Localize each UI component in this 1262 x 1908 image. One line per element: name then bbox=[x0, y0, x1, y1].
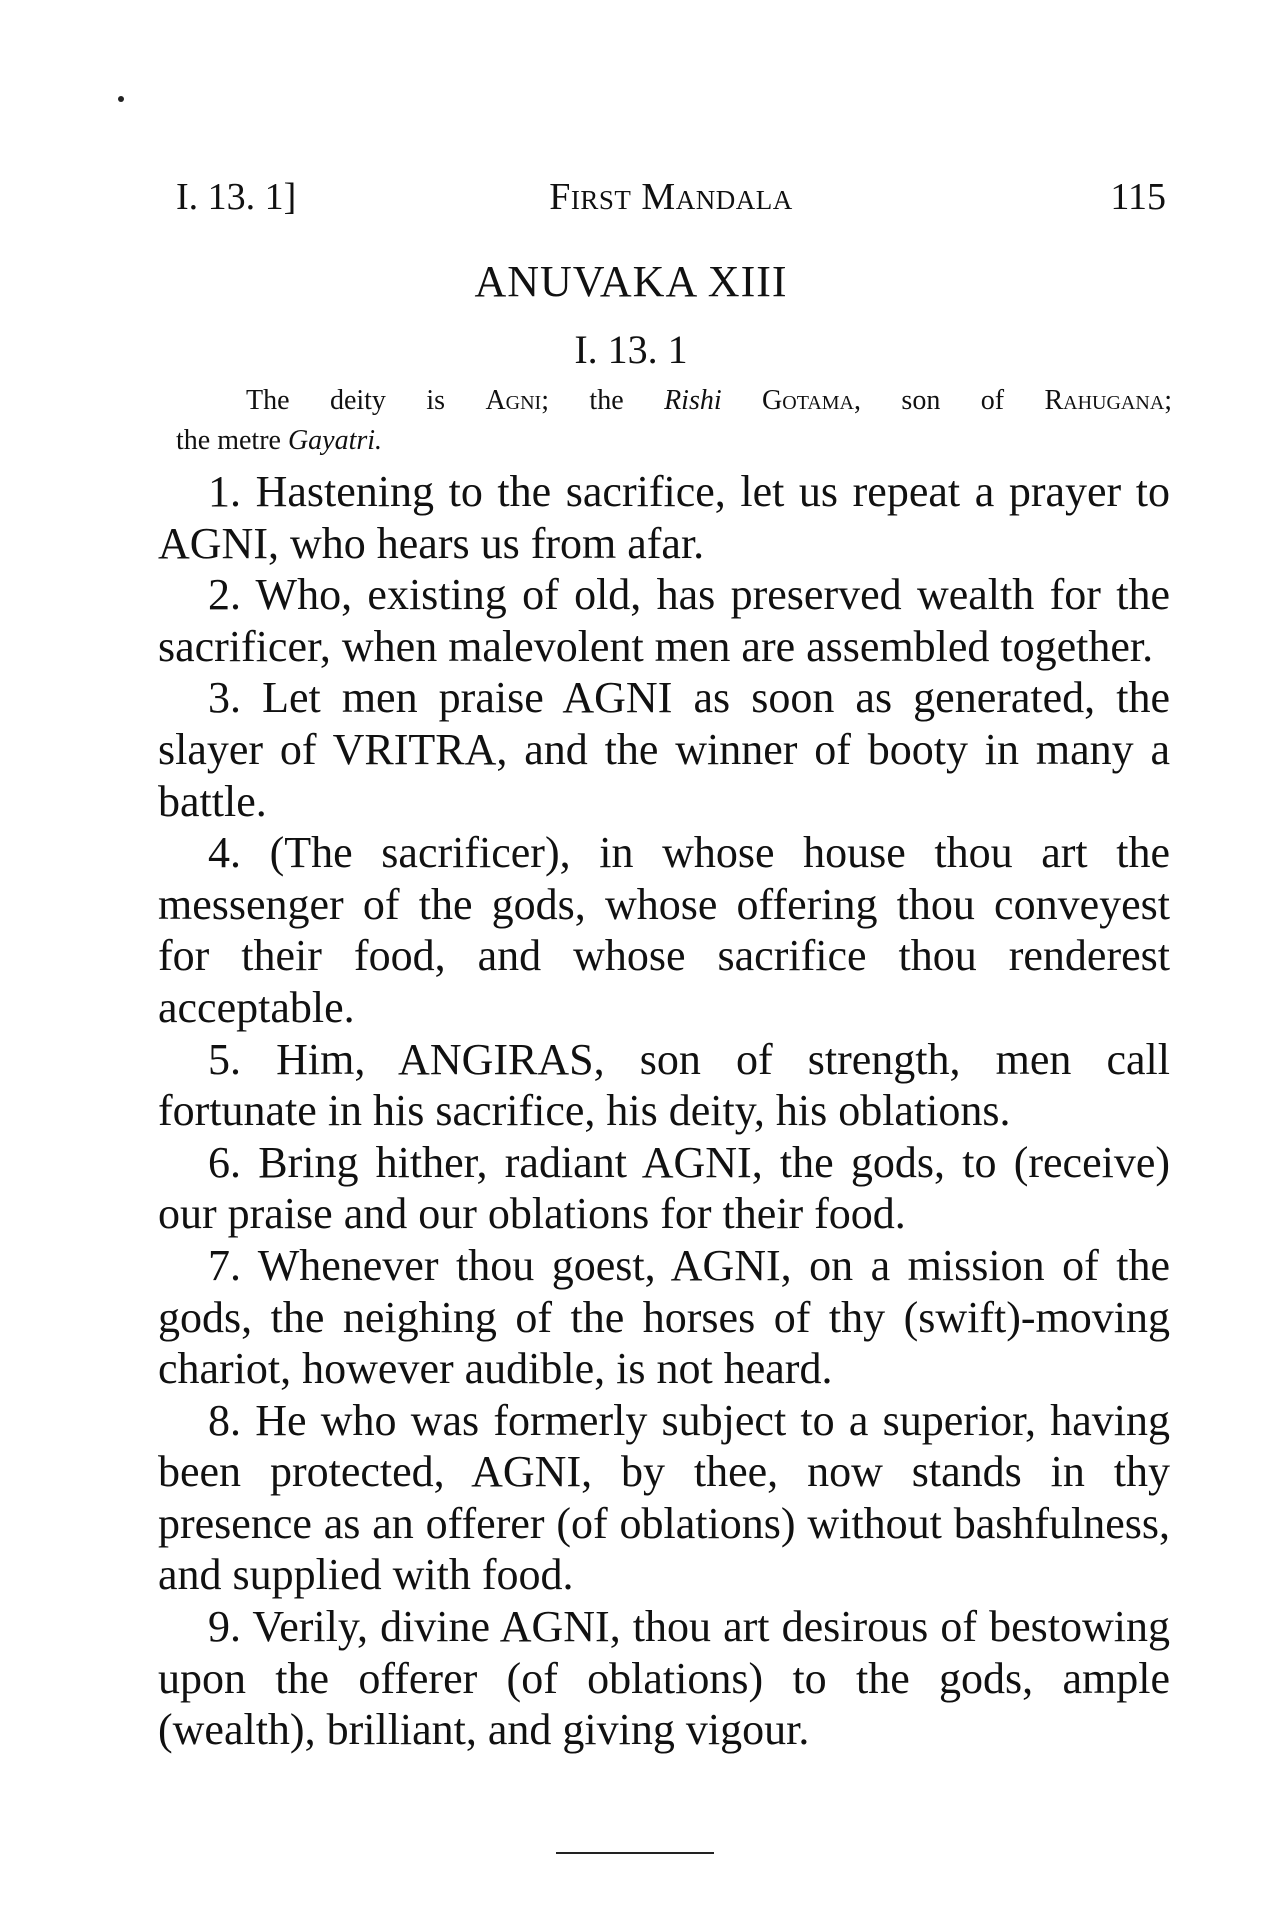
verse bbox=[158, 1395, 1170, 1601]
print-speck bbox=[118, 96, 124, 102]
verse-number: 9. bbox=[208, 1602, 241, 1652]
verse-text: Hastening to the sacrifice, let us repeat a prayer to AGNI, who hears us from afar. bbox=[158, 467, 1170, 568]
verse-number: 8. bbox=[208, 1395, 241, 1445]
verse-number: 1. bbox=[208, 467, 241, 516]
verse-number: 3. bbox=[208, 673, 241, 723]
verse bbox=[158, 827, 1170, 1033]
running-head bbox=[176, 172, 1166, 222]
verse bbox=[158, 1240, 1170, 1395]
intro-metre-name: Gayatri. bbox=[287, 425, 383, 456]
verse-text: (The sacrificer), in whose house thou art the messenger of the gods, whose offering thou conveyest for their food, and whose sacrifice thou renderest acceptable. bbox=[158, 828, 1171, 1032]
intro-rishi-word: Rishi bbox=[664, 385, 722, 416]
intro-line-2 bbox=[176, 421, 1172, 461]
verse bbox=[158, 1137, 1170, 1240]
hymn-reference: I. 13. 1 bbox=[574, 327, 688, 372]
verse-text: He who was formerly subject to a superior, having been protected, AGNI, by thee, now stands in thy presence as an offerer (of oblations) without bashfulness, and supplied with food. bbox=[158, 1395, 1171, 1600]
intro-son-of: son of bbox=[901, 385, 1005, 416]
verse-number: 5. bbox=[208, 1034, 241, 1084]
hymn-introduction bbox=[176, 381, 1172, 461]
intro-deity-prefix: The deity is bbox=[246, 385, 446, 416]
verse-number: 6. bbox=[208, 1137, 241, 1187]
verse bbox=[158, 1601, 1170, 1756]
intro-semicolon: ; bbox=[1164, 385, 1173, 416]
verse bbox=[158, 569, 1170, 672]
intro-line-1 bbox=[176, 381, 1172, 421]
intro-metre-prefix: the metre bbox=[176, 425, 281, 456]
verse-number: 4. bbox=[208, 828, 241, 878]
verse-text: Who, existing of old, has preserved wealth for the sacrificer, when malevolent men are assembled together. bbox=[158, 570, 1170, 671]
book-title: First Mandala bbox=[549, 176, 793, 218]
end-rule bbox=[556, 1852, 714, 1854]
verse-number: 2. bbox=[208, 570, 241, 620]
intro-father-name: Rahugana bbox=[1044, 385, 1165, 416]
page-number: 115 bbox=[1110, 176, 1166, 218]
verse-text: Bring hither, radiant AGNI, the gods, to (receive) our praise and our oblations for their food. bbox=[158, 1137, 1170, 1239]
verse-list bbox=[158, 466, 1170, 1756]
verse-number: 7. bbox=[208, 1240, 241, 1290]
verse bbox=[158, 1034, 1170, 1137]
verse-text: Let men praise AGNI as soon as generated, the slayer of VRITRA, and the winner of booty in many a battle. bbox=[158, 673, 1170, 826]
anuvaka-heading: ANUVAKA XIII bbox=[474, 257, 788, 306]
verse-text: Whenever thou goest, AGNI, on a mission of the gods, the neighing of the horses of thy (swift)-moving chariot, however audible, is not heard. bbox=[158, 1240, 1170, 1394]
verse-text: Verily, divine AGNI, thou art desirous of bestowing upon the offerer (of oblations) to the gods, ample (wealth), brilliant, and giving vigour. bbox=[158, 1602, 1170, 1755]
intro-deity-name: Agni bbox=[485, 385, 542, 416]
intro-rishi-prefix: ; the bbox=[541, 385, 624, 416]
section-reference: I. 13. 1] bbox=[176, 176, 297, 218]
verse bbox=[158, 672, 1170, 827]
verse bbox=[158, 466, 1170, 569]
verse-text: Him, ANGIRAS, son of strength, men call fortunate in his sacrifice, his deity, his oblations. bbox=[158, 1034, 1170, 1136]
intro-rishi-name: Gotama, bbox=[762, 385, 861, 416]
